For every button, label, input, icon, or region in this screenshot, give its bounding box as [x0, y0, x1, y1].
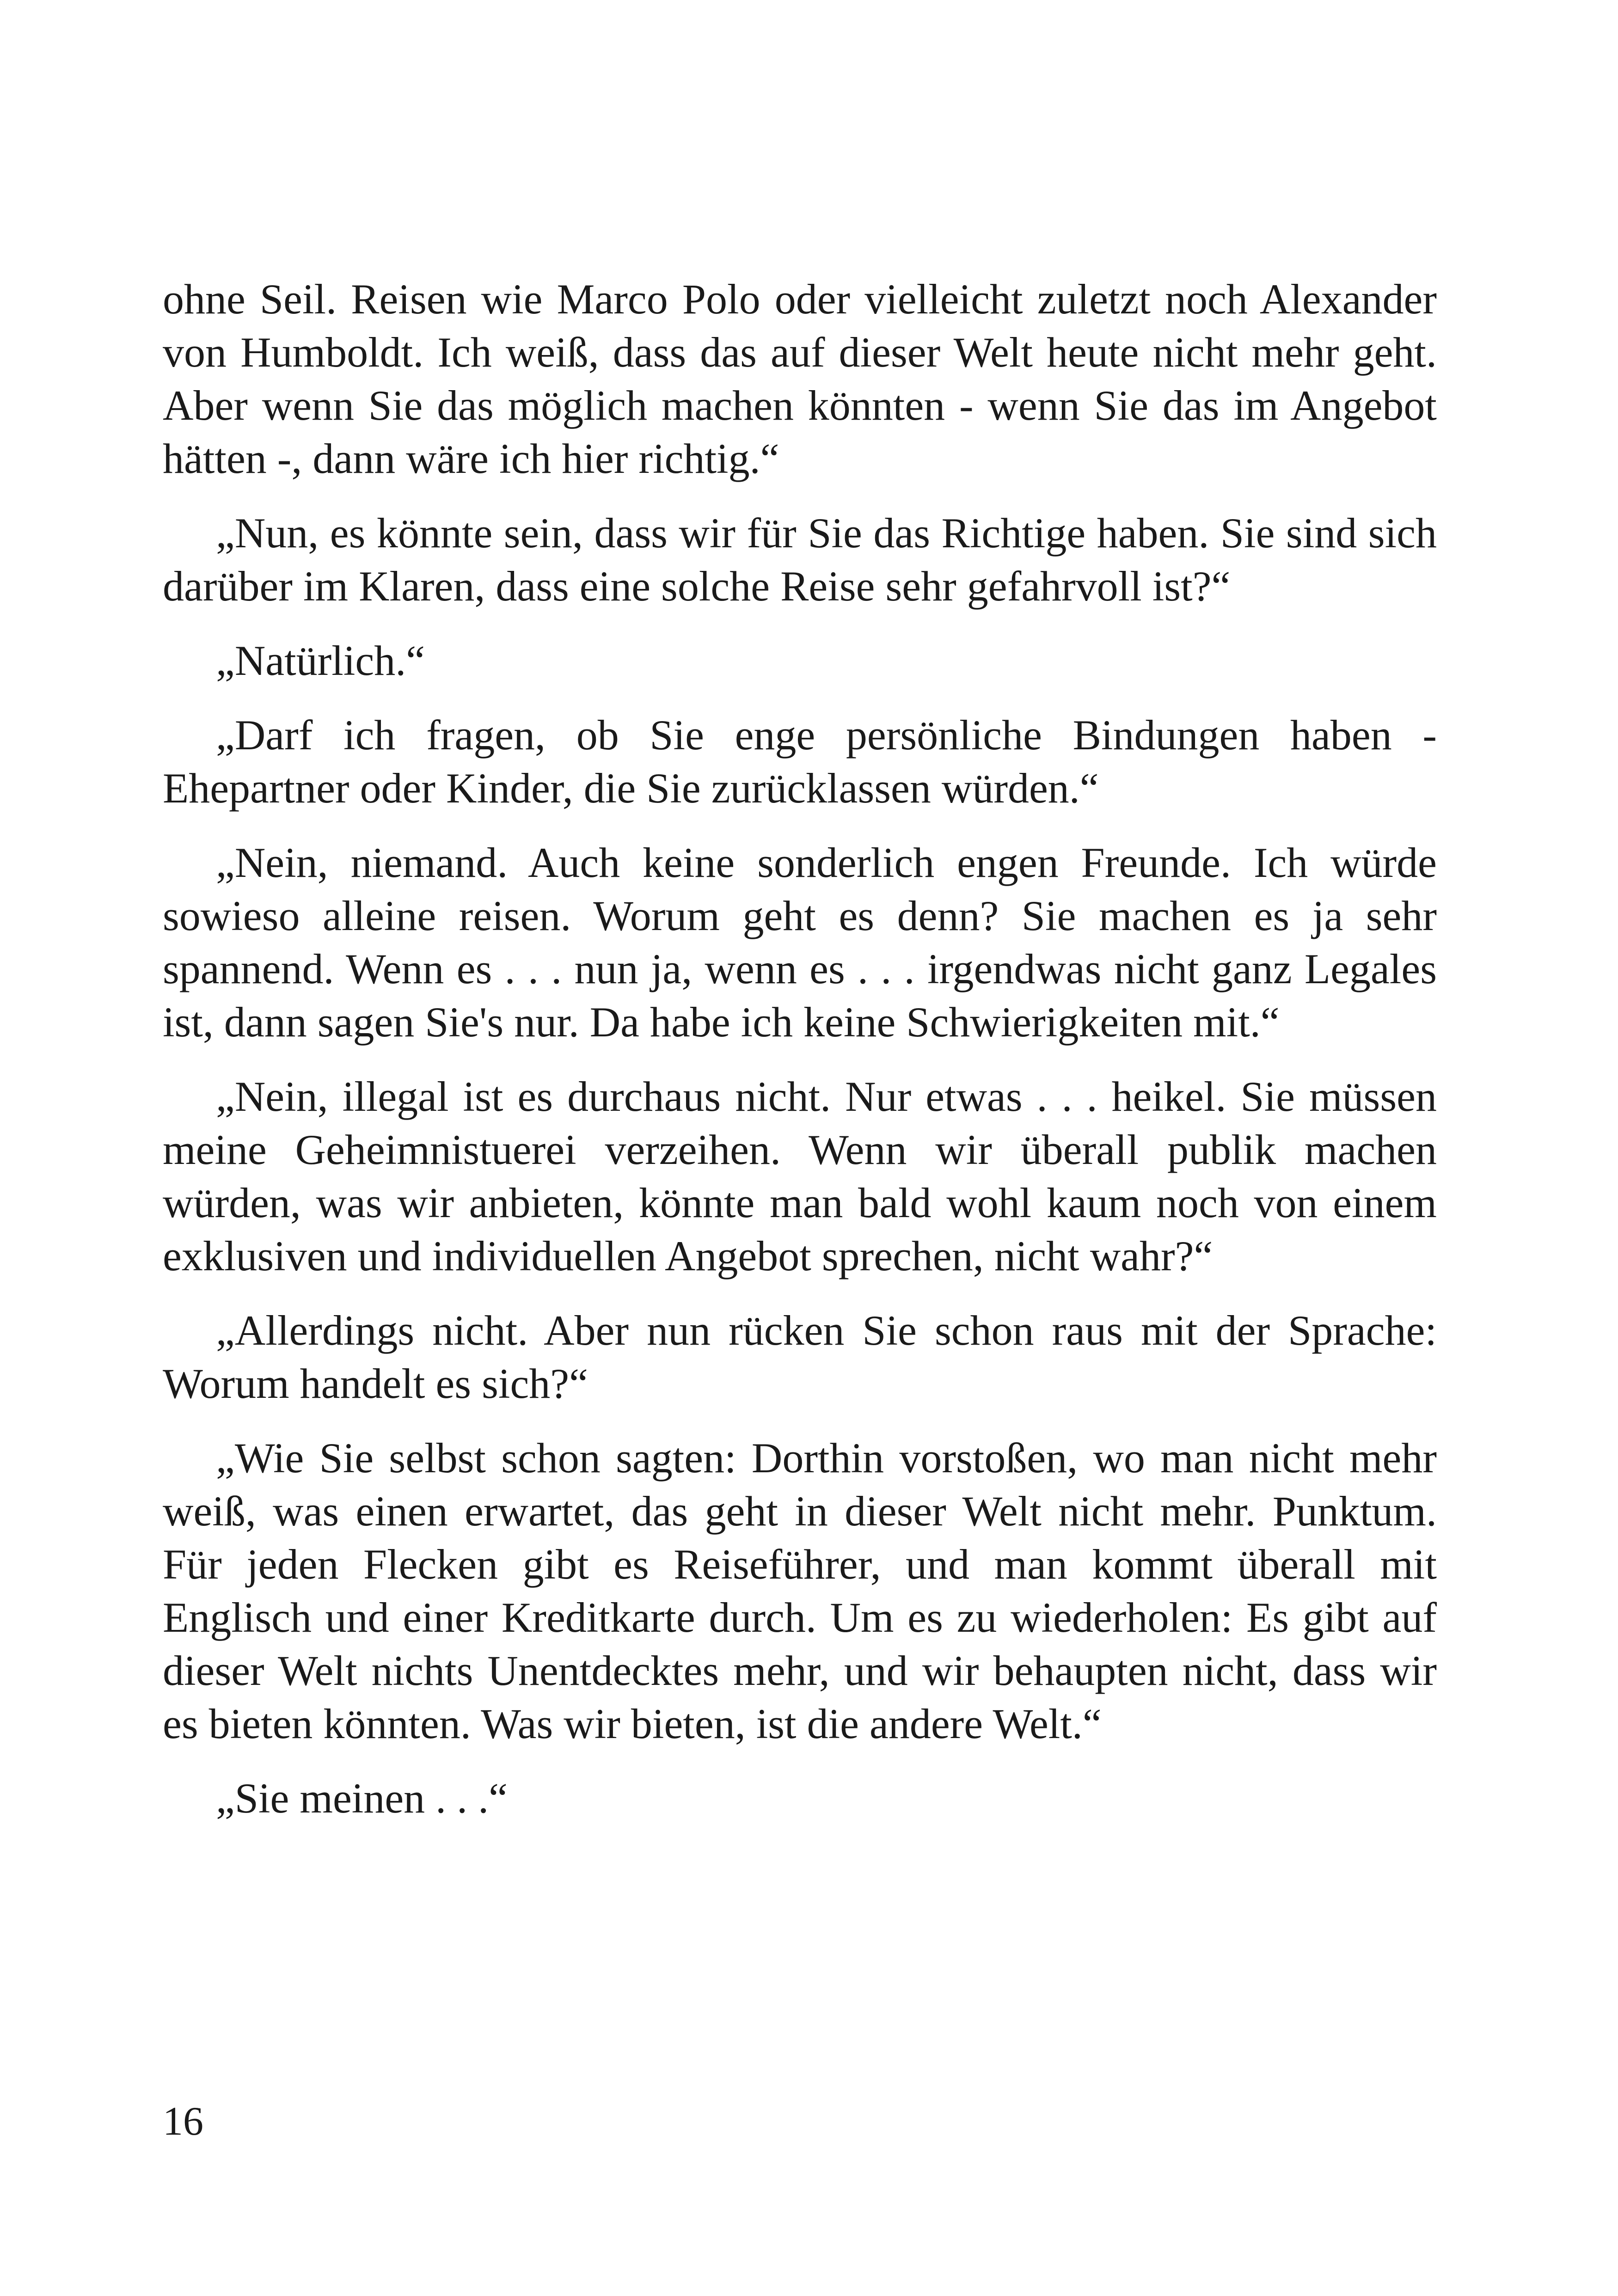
paragraph: „Allerdings nicht. Aber nun rücken Sie schon raus mit der Sprache: Worum handelt es sich?“ [163, 1307, 1437, 1407]
page-number: 16 [163, 2099, 203, 2144]
body-text [163, 273, 1437, 1846]
paragraph: ohne Seil. Reisen wie Marco Polo oder vielleicht zuletzt noch Alexander von Humboldt. Ich weiß, dass das auf dieser Welt heute nicht mehr geht. Aber wenn Sie das möglich machen könnten - wenn Sie das im Angebot hätten -, dann wäre ich hier richtig.“ [163, 276, 1437, 482]
paragraph: „Darf ich fragen, ob Sie enge persönliche Bindungen haben - Ehepartner oder Kinder, die Sie zurücklassen würden.“ [163, 711, 1437, 812]
paragraph: „Nein, illegal ist es durchaus nicht. Nur etwas . . . heikel. Sie müssen meine Geheimnistuerei verzeihen. Wenn wir überall publik machen würden, was wir anbieten, könnte man bald wohl kaum noch von einem exklusiven und individuellen Angebot sprechen, nicht wahr?“ [163, 1073, 1437, 1280]
paragraph: „Natürlich.“ [216, 637, 425, 684]
paragraph: „Nun, es könnte sein, dass wir für Sie das Richtige haben. Sie sind sich darüber im Klaren, dass eine solche Reise sehr gefahrvoll ist?“ [163, 509, 1437, 610]
paragraph: „Nein, niemand. Auch keine sonderlich engen Freunde. Ich würde sowieso alleine reisen. Worum geht es denn? Sie machen es ja sehr spannend. Wenn es . . . nun ja, wenn es . . . irgendwas nicht ganz Legales ist, dann sagen Sie's nur. Da habe ich keine Schwierigkeiten mit.“ [163, 839, 1437, 1046]
paragraph: „Wie Sie selbst schon sagten: Dorthin vorstoßen, wo man nicht mehr weiß, was einen erwartet, das geht in dieser Welt nicht mehr. Punktum. Für jeden Flecken gibt es Reiseführer, und man kommt überall mit Englisch und einer Kreditkarte durch. Um es zu wiederholen: Es gibt auf dieser Welt nichts Unentdecktes mehr, und wir behaupten nicht, dass wir es bieten könnten. Was wir bieten, ist die andere Welt.“ [163, 1434, 1437, 1747]
paragraph: „Sie meinen . . .“ [216, 1775, 508, 1822]
